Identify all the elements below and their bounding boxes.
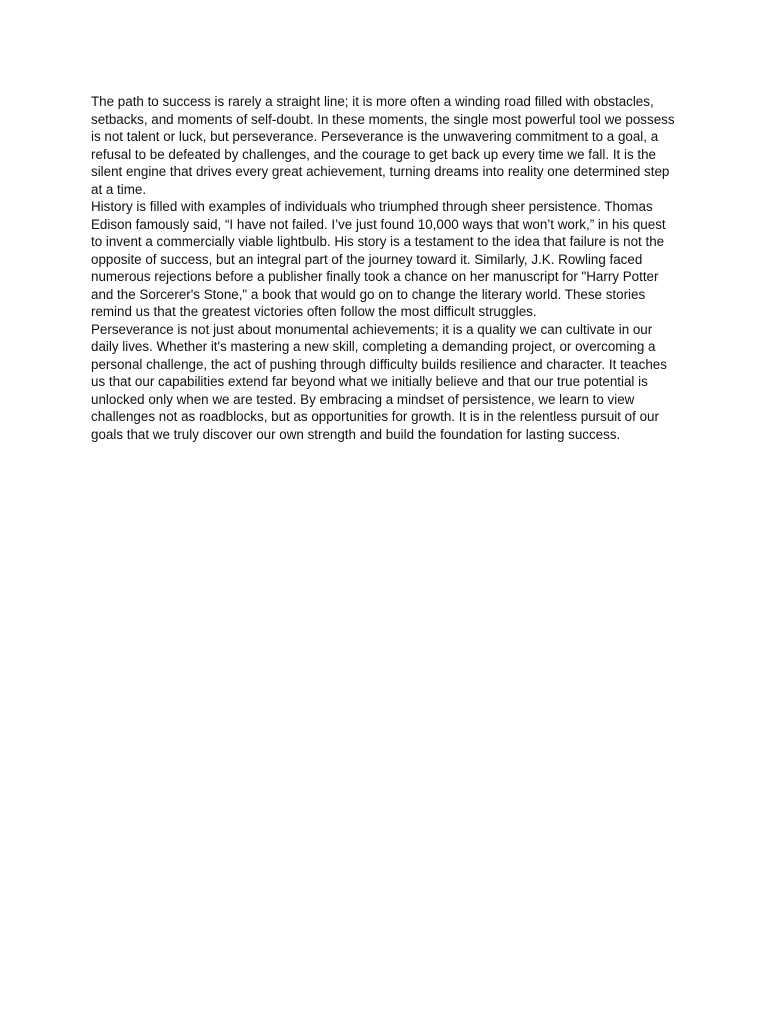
document-body <box>91 93 677 443</box>
paragraph-history: History is filled with examples of individuals who triumphed through sheer persistence. Thomas Edison famously said, “I have not failed. I’ve just found 10,000 ways that won’t work,” in his quest to invent a commercially viable lightbulb. His story is a testament to the idea that failure is not the opposite of success, but an integral part of the journey toward it. Similarly, J.K. Rowling faced numerous rejections before a publisher finally took a chance on her manuscript for "Harry Potter and the Sorcerer's Stone," a book that would go on to change the literary world. These stories remind us that the greatest victories often follow the most difficult struggles. <box>91 199 666 319</box>
paragraph-daily-lives: Perseverance is not just about monumental achievements; it is a quality we can cultivate in our daily lives. Whether it's mastering a new skill, completing a demanding project, or overcoming a personal challenge, the act of pushing through difficulty builds resilience and character. It teaches us that our capabilities extend far beyond what we initially believe and that our true potential is unlocked only when we are tested. By embracing a mindset of persistence, we learn to view challenges not as roadblocks, but as opportunities for growth. It is in the relentless pursuit of our goals that we truly discover our own strength and build the foundation for lasting success. <box>91 321 667 442</box>
paragraph-intro: The path to success is rarely a straight line; it is more often a winding road filled with obstacles, setbacks, and moments of self-doubt. In these moments, the single most powerful tool we possess is not talent or luck, but perseverance. Perseverance is the unwavering commitment to a goal, a refusal to be defeated by challenges, and the courage to get back up every time we fall. It is the silent engine that drives every great achievement, turning dreams into reality one determined step at a time. <box>91 94 675 197</box>
